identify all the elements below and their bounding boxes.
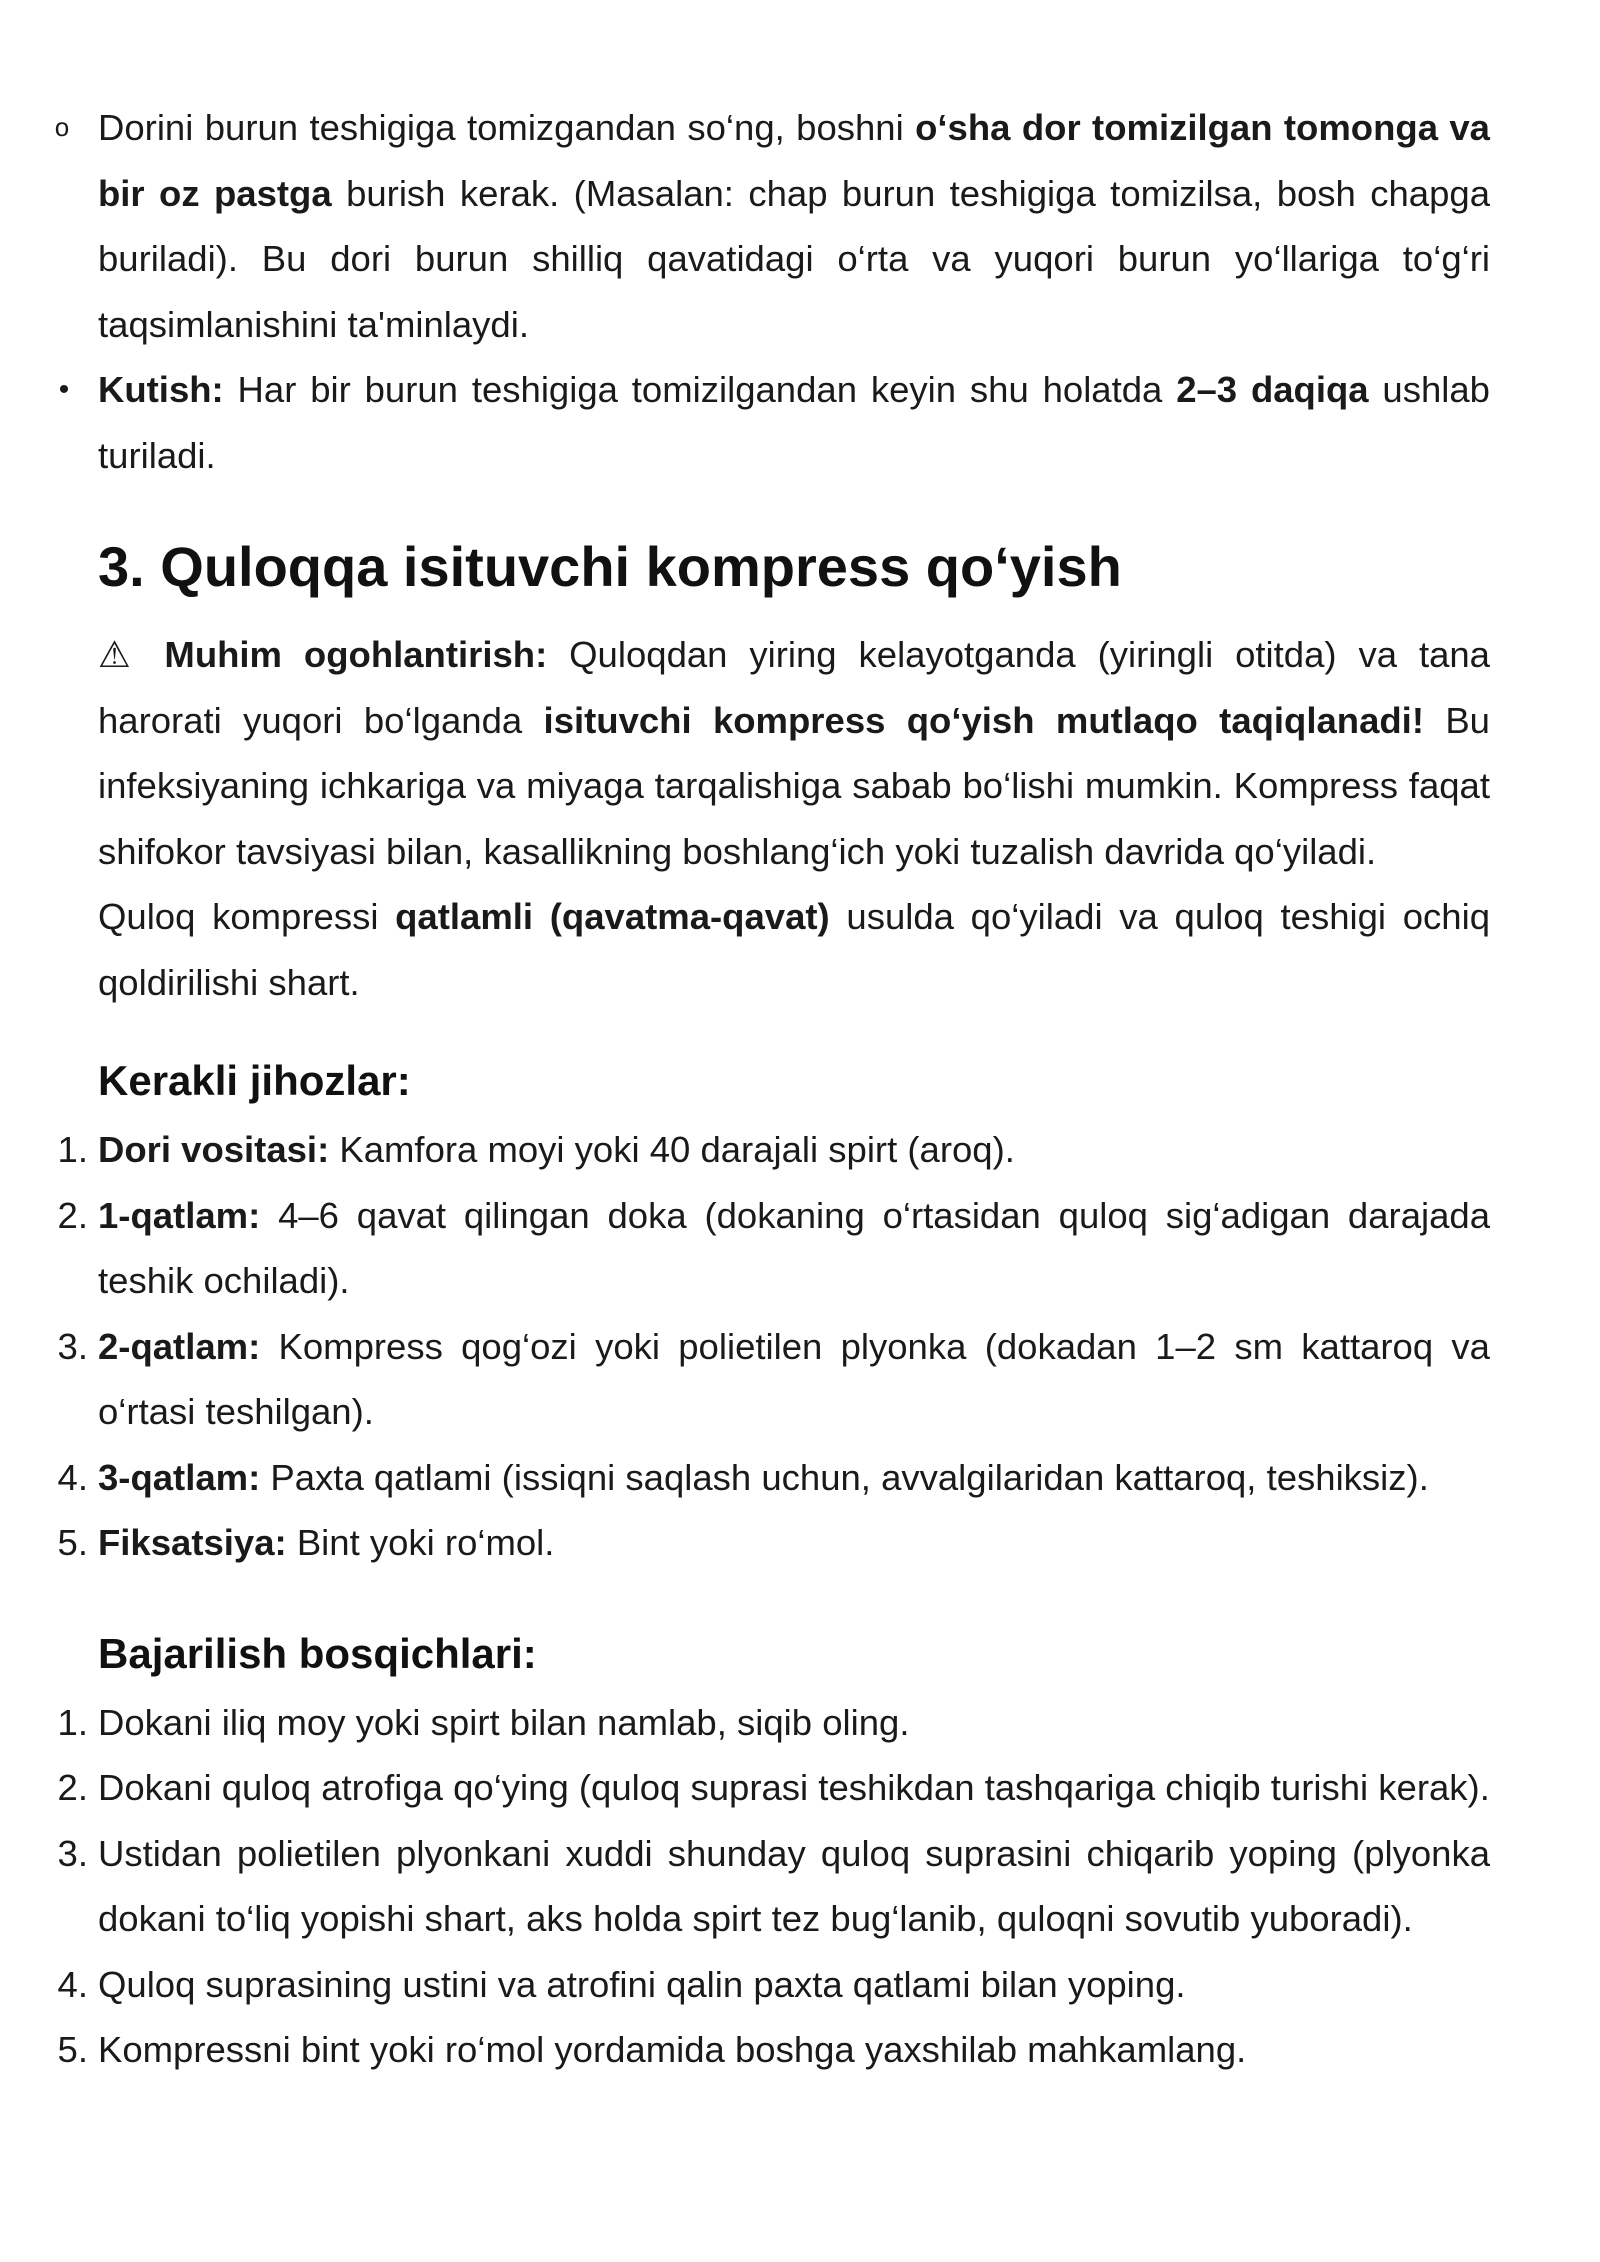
list-item-label: 2-qatlam: [98,1325,261,1367]
warning-icon: ⚠ [98,634,143,675]
list-item-text: Dori vositasi: Kamfora moyi yoki 40 darajali spirt (aroq). [98,1129,1015,1170]
list-item [57,1314,1490,1445]
list-item [57,2017,1490,2083]
bullet-list-item-text: Kutish: Har bir burun teshigiga tomizilgandan keyin shu holatda 2–3 daqiqa ushlab turiladi. [98,369,1490,476]
list-item [57,1690,1490,1756]
list-item-text: 2-qatlam: Kompress qog‘ozi yoki polietilen plyonka (dokadan 1–2 sm kattaroq va o‘rtasi teshilgan). [98,1325,1490,1432]
list-item-label: Dori vositasi: [98,1129,330,1170]
list-item-number: 5. [57,1522,88,1563]
list-item-text: 1-qatlam: 4–6 qavat qilingan doka (dokaning o‘rtasidan quloq sig‘adigan darajada teshik ochiladi). [98,1194,1490,1301]
list-item-number: 2. [57,1194,88,1236]
section-heading: 3. Quloqqa isituvchi kompress qo‘yish [98,535,1122,598]
sub-list-item-text: Dorini burun teshigiga tomizgandan so‘ng, boshni o‘sha dor tomizilgan tomonga va bir oz pastga burish kerak. (Masalan: chap burun teshigiga tomizilsa, bosh chapga buriladi). Bu dori burun shilliq qavatidagi o‘rta va yuqori burun yo‘llariga to‘g‘ri taqsimlanishini ta'minlaydi. [98,107,1490,345]
sub-list-item [54,95,1490,357]
warning-paragraph: ⚠ Muhim ogohlantirish: Quloqdan yiring kelayotganda (yiringli otitda) va tana harorati yuqori bo‘lganda isituvchi kompress qo‘yish mutlaqo taqiqlanadi! Bu infeksiyaning ichkariga va miyaga tarqalishiga sabab bo‘lishi mumkin. Kompress faqat shifokor tavsiyasi bilan, kasallikning boshlang‘ich yoki tuzalish davrida qo‘yiladi. [98,634,1490,872]
list-item [57,1117,1490,1183]
list-item-text: Ustidan polietilen plyonkani xuddi shunday quloq suprasini chiqarib yoping (plyonka dokani to‘liq yopishi shart, aks holda spirt tez bug‘lanib, quloqni sovutib yuboradi). [98,1832,1490,1939]
list-item-text: Dokani quloq atrofiga qo‘ying (quloq suprasi teshikdan tashqariga chiqib turishi kerak). [98,1767,1490,1808]
equipment-heading: Kerakli jihozlar: [98,1057,411,1104]
list-item-number: 5. [57,2029,88,2070]
steps-heading: Bajarilish bosqichlari: [98,1629,537,1677]
list-item-text: Kompressni bint yoki ro‘mol yordamida boshga yaxshilab mahkamlang. [98,2029,1247,2070]
list-item-number: 2. [57,1767,88,1808]
list-item [57,1952,1490,2018]
equipment-list [57,1117,1490,1576]
bullet-list-item [58,357,1490,488]
list-item [57,1183,1490,1314]
steps-list [57,1690,1490,2083]
list-item-number: 4. [57,1963,88,2005]
intro-paragraph: Quloq kompressi qatlamli (qavatma-qavat) usulda qo‘yiladi va quloq teshigi ochiq qoldirilishi shart. [98,896,1491,1003]
list-item [57,1755,1490,1821]
list-item-number: 1. [57,1129,88,1170]
list-item-text: Dokani iliq moy yoki spirt bilan namlab, siqib oling. [98,1701,910,1743]
list-item-number: 3. [57,1325,88,1367]
list-item-text: Fiksatsiya: Bint yoki ro‘mol. [98,1522,555,1563]
circle-bullet-icon: o [54,112,70,142]
list-item [57,1510,1490,1576]
list-item-number: 1. [57,1701,88,1743]
list-item-label: 1-qatlam: [98,1194,261,1236]
list-item-text: 3-qatlam: Paxta qatlami (issiqni saqlash uchun, avvalgilaridan kattaroq, teshiksiz). [98,1456,1429,1498]
list-item-text: Quloq suprasining ustini va atrofini qalin paxta qatlami bilan yoping. [98,1963,1186,2005]
list-item-number: 3. [57,1832,88,1874]
list-item [57,1821,1490,1952]
list-item-number: 4. [57,1456,88,1498]
bullet-icon: • [58,373,70,406]
list-item-label: Fiksatsiya: [98,1522,287,1563]
list-item [57,1445,1490,1511]
list-item-label: 3-qatlam: [98,1456,261,1498]
